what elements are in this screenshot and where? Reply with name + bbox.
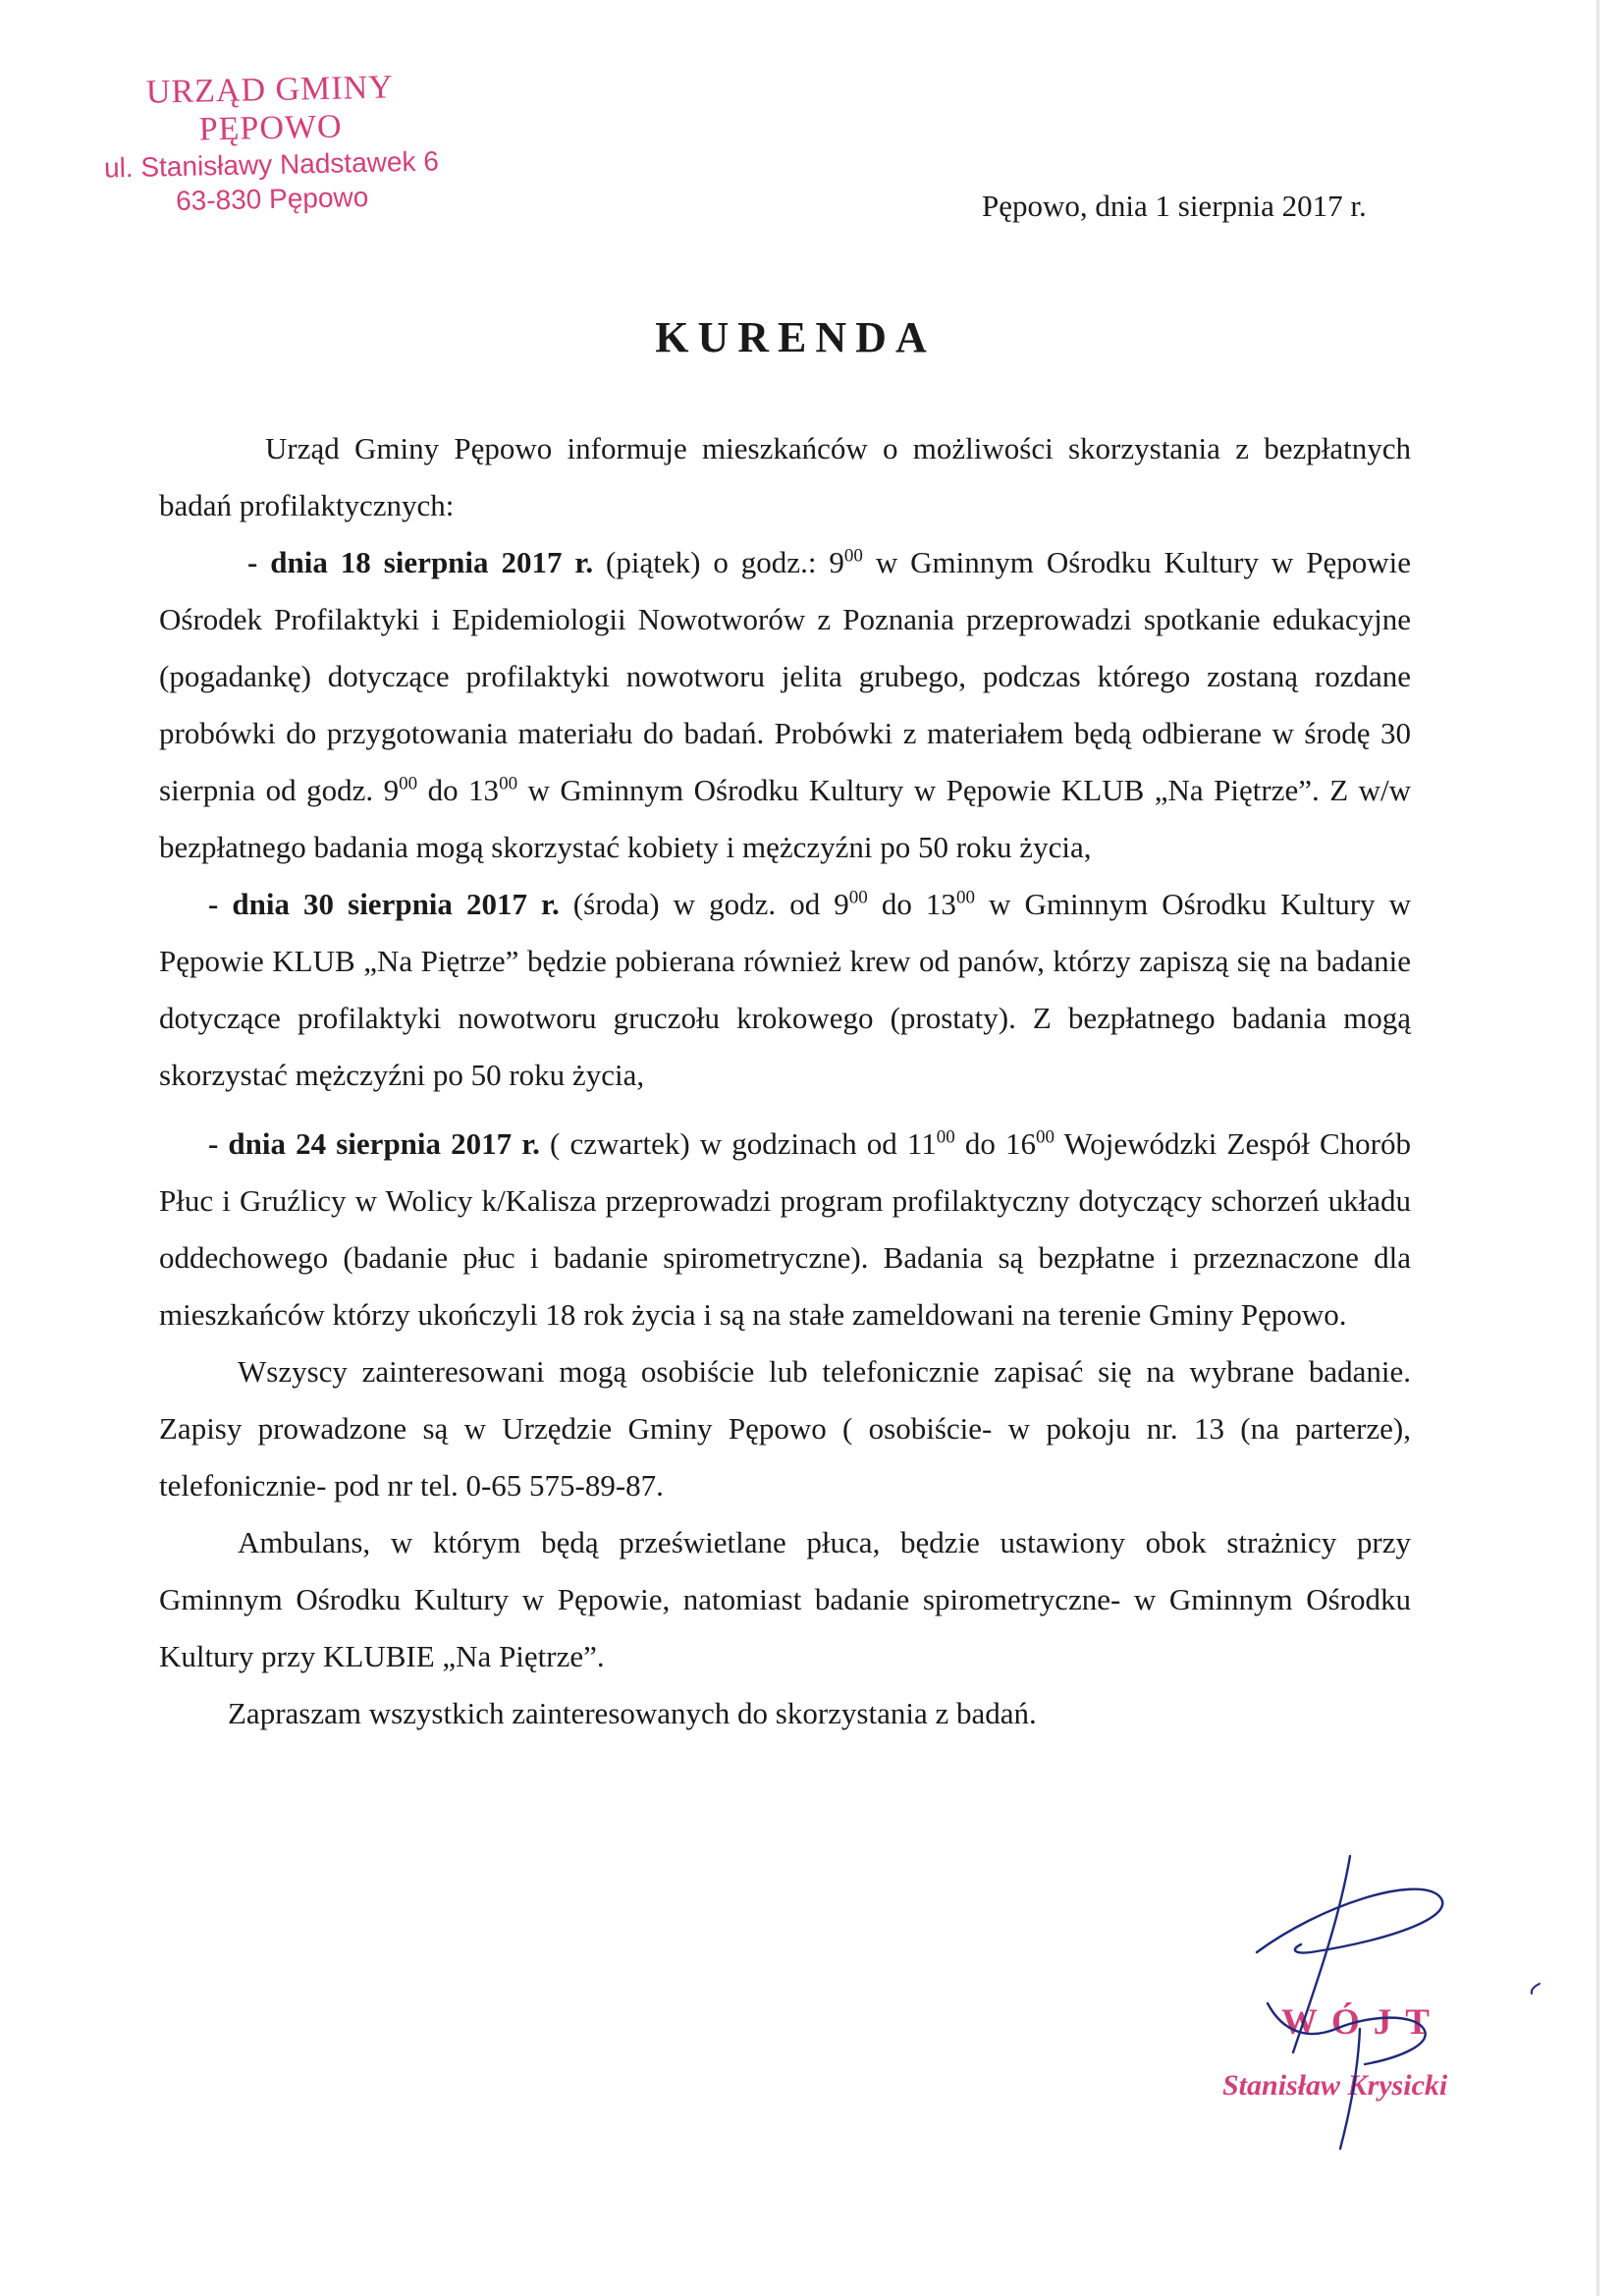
- item-text: w Gminnym Ośrodku Kultury w Pępowie KLUB „Na Piętrze”. Z w/w bezpłatnego badania mogą skorzystać kobiety i mężczyźni po 50 roku życia,: [159, 773, 1412, 864]
- item-30-august: [159, 876, 1411, 1104]
- item-date: - dnia 30 sierpnia 2017 r.: [208, 887, 560, 921]
- signature-stamp-name: Stanisław Krysicki: [1222, 2069, 1448, 2102]
- document-body: [159, 420, 1411, 1742]
- item-text: w Gminnym Ośrodku Kultury w Pępowie KLUB „Na Piętrze” będzie pobierana również krew od panów, którzy zapiszą się na badanie dotyczące profilaktyki nowotworu gruczołu krokowego (prostaty). Z bezpłatnego badania mogą skorzystać mężczyźni po 50 roku życia,: [159, 887, 1412, 1092]
- signature-block: [1203, 1836, 1517, 2170]
- item-text: do 16: [954, 1126, 1036, 1161]
- stamp-town: PĘPOWO: [198, 108, 343, 148]
- stamp-postcode: 63-830 Pępowo: [175, 181, 369, 217]
- item-text: w Gminnym Ośrodku Kultury w Pępowie Ośrodek Profilaktyki i Epidemiologii Nowotworów z Poznania przeprowadzi spotkanie edukacyjne (pogadankę) dotyczące profilaktyki nowotworu jelita grubego, podczas którego zostaną rozdane probówki do przygotowania materiału do badań. Probówki z materiałem będą odbierane w środę 30 sierpnia od godz. 9: [159, 545, 1411, 807]
- signature-stamp-title: WÓJT: [1281, 2002, 1443, 2043]
- office-stamp: [82, 67, 459, 220]
- time-minutes: 00: [955, 887, 975, 908]
- document-title: KURENDA: [655, 313, 936, 361]
- item-text: (środa) w godz. od 9: [559, 887, 849, 921]
- pen-mark: [1528, 1982, 1542, 1997]
- item-date: - dnia 18 sierpnia 2017 r.: [247, 545, 594, 579]
- item-text: Wojewódzki Zespół Chorób Płuc i Gruźlicy w Wolicy k/Kalisza przeprowadzi program profilaktyczny dotyczący schorzeń układu oddechowego (badanie płuc i badanie spirometryczne). Badania są bezpłatne i przeznaczone dla mieszkańców którzy ukończyli 18 rok życia i są na stałe zameldowani na terenie Gminy Pępowo.: [159, 1126, 1411, 1332]
- time-minutes: 00: [848, 887, 868, 908]
- time-minutes: 00: [499, 773, 518, 794]
- time-minutes: 00: [1035, 1126, 1055, 1148]
- stamp-office-name: URZĄD GMINY: [145, 69, 395, 111]
- ambulance-paragraph: Ambulans, w którym będą prześwietlane płuca, będzie ustawiony obok strażnicy przy Gminnym Ośrodku Kultury w Pępowie, natomiast badanie spirometryczne- w Gminnym Ośrodku Kultury przy KLUBIE „Na Piętrze”.: [159, 1525, 1411, 1673]
- item-text: ( czwartek) w godzinach od 11: [539, 1126, 937, 1161]
- stamp-street: ul. Stanisławy Nadstawek 6: [103, 145, 440, 184]
- handwritten-signature: [1203, 1836, 1517, 2170]
- time-minutes: 00: [399, 773, 418, 794]
- item-24-august: [159, 1116, 1411, 1343]
- intro-paragraph: Urząd Gminy Pępowo informuje mieszkańców o możliwości skorzystania z bezpłatnych badań profilaktycznych:: [159, 431, 1411, 522]
- signup-paragraph: Wszyscy zainteresowani mogą osobiście lub telefonicznie zapisać się na wybrane badanie. Zapisy prowadzone są w Urzędzie Gminy Pępowo ( osobiście- w pokoju nr. 13 (na parterze), telefonicznie- pod nr tel. 0-65 575-89-87.: [159, 1354, 1411, 1503]
- item-date: - dnia 24 sierpnia 2017 r.: [208, 1126, 540, 1161]
- closing-paragraph: Zapraszam wszystkich zainteresowanych do skorzystania z badań.: [228, 1696, 1037, 1730]
- item-text: do 13: [867, 887, 956, 921]
- item-text: (piątek) o godz.: 9: [593, 545, 844, 579]
- time-minutes: 00: [843, 545, 863, 567]
- page-edge: [1596, 0, 1599, 2296]
- document-date: Pępowo, dnia 1 sierpnia 2017 r.: [982, 189, 1367, 223]
- item-18-august: [159, 534, 1411, 876]
- item-text: do 13: [417, 773, 500, 807]
- time-minutes: 00: [936, 1126, 955, 1148]
